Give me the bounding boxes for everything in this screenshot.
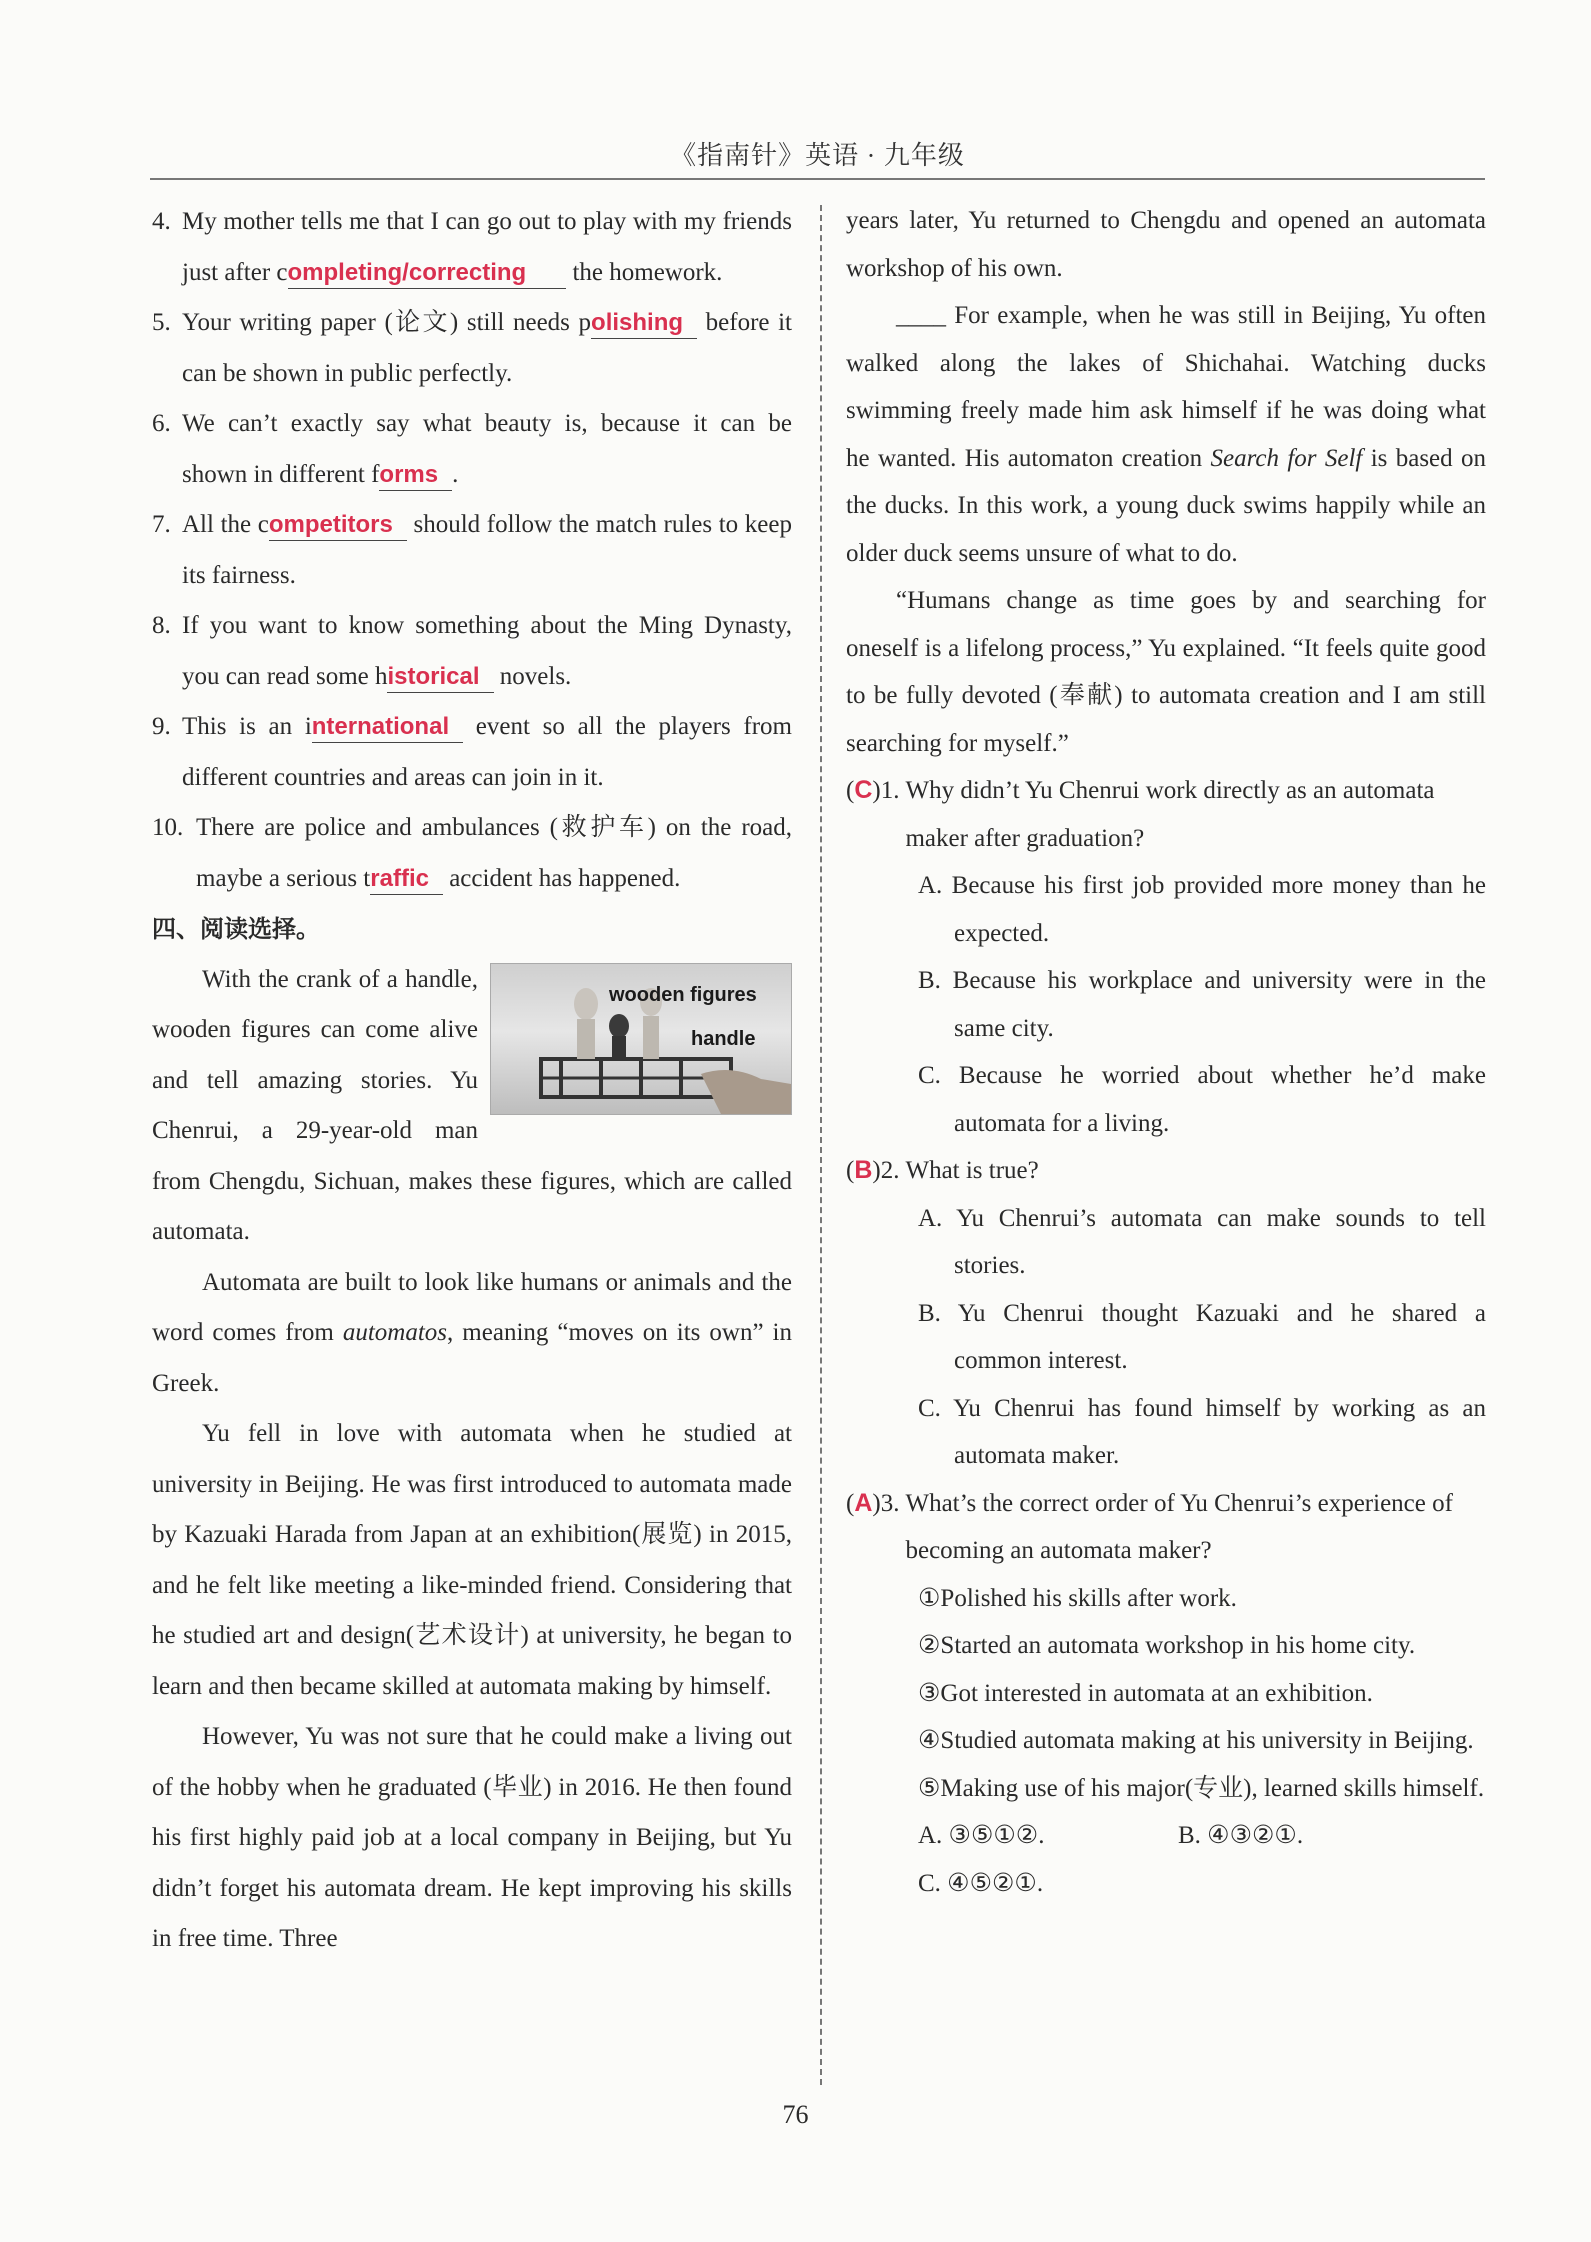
choice-b: B. ④③②①. <box>1178 1822 1304 1849</box>
option-c: C. Yu Chenrui has found himself by working as an automata maker. <box>918 1394 1486 1469</box>
item-before: If you want to know something about the Ming Dynasty, you can read some h <box>182 612 792 690</box>
option-a: A. Yu Chenrui’s automata can make sounds to tell stories. <box>918 1204 1486 1279</box>
question-stem: What’s the correct order of Yu Chenrui’s experience of becoming an automata maker? <box>905 1489 1453 1564</box>
fill-item-5 <box>152 298 792 399</box>
item-after: event so all the players from different countries and areas can join in it. <box>182 713 792 791</box>
passage-paragraph-6: “Humans change as time goes by and searching for oneself is a lifelong process,” Yu explained. “It feels quite good to be fully devoted (奉献) to automata creation and I am still searching for myself.” <box>846 587 1486 757</box>
question-number: (B)2. <box>846 1156 900 1184</box>
step-4: ④Studied automata making at his university in Beijing. <box>918 1727 1474 1754</box>
option-c: C. Because he worried about whether he’d make automata for a living. <box>918 1062 1486 1137</box>
answer-blank: raffic <box>370 864 443 895</box>
answer-blank: ompetitors <box>269 510 407 541</box>
item-text <box>182 601 792 702</box>
item-text <box>196 803 792 904</box>
header-rule <box>150 178 1485 180</box>
fill-item-10 <box>152 803 792 904</box>
answer-letter: B <box>854 1156 873 1184</box>
answer-blank: olishing <box>591 308 697 339</box>
page-number: 76 <box>782 2100 809 2129</box>
text-span: , meaning “moves on its own” in Greek. <box>152 1319 792 1397</box>
section-title: 四、阅读选择。 <box>152 915 320 943</box>
question-num: )3. <box>872 1489 900 1517</box>
passage-paragraph-2 <box>152 1258 792 1410</box>
answer-blank: ompleting/correcting <box>288 258 567 289</box>
fill-item-4 <box>152 197 792 298</box>
right-column <box>846 197 1486 1907</box>
option-a: A. Because his first job provided more money than he expected. <box>918 872 1486 947</box>
question-3 <box>846 1480 1486 1575</box>
passage <box>152 955 792 1965</box>
passage-paragraph-3: Yu fell in love with automata when he studied at university in Beijing. He was first introduced to automata made by Kazuaki Harada from Japan at an exhibition(展览) in 2015, and he felt like meeting a like-minded friend. Considering that he studied art and design(艺术设计) at university, he began to learn and then became skilled at automata making by himself. <box>152 1420 792 1700</box>
item-after: the homework. <box>566 258 723 286</box>
option-b: B. Because his workplace and university were in the same city. <box>918 967 1486 1042</box>
left-column <box>152 197 792 1965</box>
item-number: 4. <box>152 208 171 235</box>
question-1 <box>846 767 1486 862</box>
choice-a: A. ③⑤①②. <box>918 1822 1045 1849</box>
passage-paragraph-4: However, Yu was not sure that he could make a living out of the hobby when he graduated (毕业) in 2016. He then found his first highly paid job at a local company in Beijing, but Yu didn’t forget his automata dream. He kept improving his skills in free time. Three <box>152 1723 792 1952</box>
step-2: ②Started an automata workshop in his home city. <box>918 1632 1416 1659</box>
item-before: Your writing paper (论文) still needs p <box>182 309 592 336</box>
item-after: . <box>452 460 459 488</box>
choice-c: C. ④⑤②①. <box>918 1869 1044 1897</box>
item-before: There are police and ambulances (救护车) on the road, maybe a serious t <box>196 814 792 892</box>
question-2 <box>846 1147 1486 1195</box>
item-number: 5. <box>152 309 171 336</box>
question-number: (C)1. <box>846 776 900 804</box>
choices-row <box>846 1812 1486 1860</box>
passage-paragraph-5 <box>846 292 1486 577</box>
item-text <box>182 197 792 298</box>
fill-item-7 <box>152 500 792 601</box>
item-after: should follow the match rules to keep its fairness. <box>182 511 792 589</box>
item-number: 6. <box>152 410 171 437</box>
item-after: novels. <box>493 662 572 690</box>
step-3: ③Got interested in automata at an exhibition. <box>918 1679 1373 1707</box>
question-num: )1. <box>872 777 900 804</box>
item-before: All the c <box>182 511 269 538</box>
text-span: Automata are built to look like humans or animals and the word comes from <box>152 1268 792 1346</box>
item-number: 10. <box>152 814 184 841</box>
fill-item-8 <box>152 601 792 702</box>
answer-blank: nternational <box>312 712 463 743</box>
choices-row-2 <box>846 1860 1486 1908</box>
automata-photo <box>490 963 792 1115</box>
item-text <box>182 399 792 500</box>
text-span: For example, when he was still in Beijing, Yu often walked along the lakes of Shichahai. Watching ducks swimming freely made him ask himself if he was doing what he wanted. His automaton creation <box>846 302 1486 472</box>
step-5: ⑤Making use of his major(专业), learned skills himself. <box>918 1774 1485 1802</box>
item-number: 9. <box>152 713 171 740</box>
item-before: This is an i <box>182 713 312 740</box>
question-num: )2. <box>872 1157 900 1184</box>
fill-item-9 <box>152 702 792 803</box>
option-b: B. Yu Chenrui thought Kazuaki and he shared a common interest. <box>918 1299 1486 1374</box>
question-number: (A)3. <box>846 1488 900 1517</box>
passage-paragraph-1: With the crank of a handle, wooden figures can come alive and tell amazing stories. Yu Chenrui, a 29-year-old man from Chengdu, Sichuan, makes these figures, which are called automata. <box>152 965 792 1245</box>
sentence-blank: ____ <box>896 302 946 329</box>
item-before: We can’t exactly say what beauty is, because it can be shown in different f <box>182 410 792 488</box>
step-1: ①Polished his skills after work. <box>918 1584 1237 1612</box>
item-number: 7. <box>152 511 171 538</box>
item-text <box>182 298 792 399</box>
page-header: 《指南针》英语 · 九年级 <box>670 141 965 170</box>
answer-letter: C <box>854 776 873 804</box>
image-label-figures: wooden figures <box>609 983 757 1006</box>
item-after: before it can be shown in public perfectly. <box>182 309 793 387</box>
item-after: accident has happened. <box>442 864 681 892</box>
italic-word: automatos <box>342 1319 448 1346</box>
item-text <box>182 500 792 601</box>
question-stem: Why didn’t Yu Chenrui work directly as an automata maker after graduation? <box>905 777 1435 852</box>
question-stem: What is true? <box>905 1157 1039 1184</box>
answer-blank: orms <box>379 460 452 491</box>
text-span: is based on the ducks. In this work, a young duck swims happily while an older duck seems unsure of what to do. <box>846 444 1486 567</box>
italic-title: Search for Self <box>1210 444 1363 472</box>
item-number: 8. <box>152 612 171 639</box>
passage-paragraph-4-continued: years later, Yu returned to Chengdu and opened an automata workshop of his own. <box>846 207 1486 282</box>
item-before: My mother tells me that I can go out to play with my friends just after c <box>182 208 792 286</box>
image-label-handle: handle <box>691 1027 756 1050</box>
item-text <box>182 702 792 803</box>
fill-item-6 <box>152 399 792 500</box>
answer-blank: istorical <box>387 662 493 693</box>
answer-letter: A <box>854 1488 873 1517</box>
column-divider <box>820 205 822 2085</box>
